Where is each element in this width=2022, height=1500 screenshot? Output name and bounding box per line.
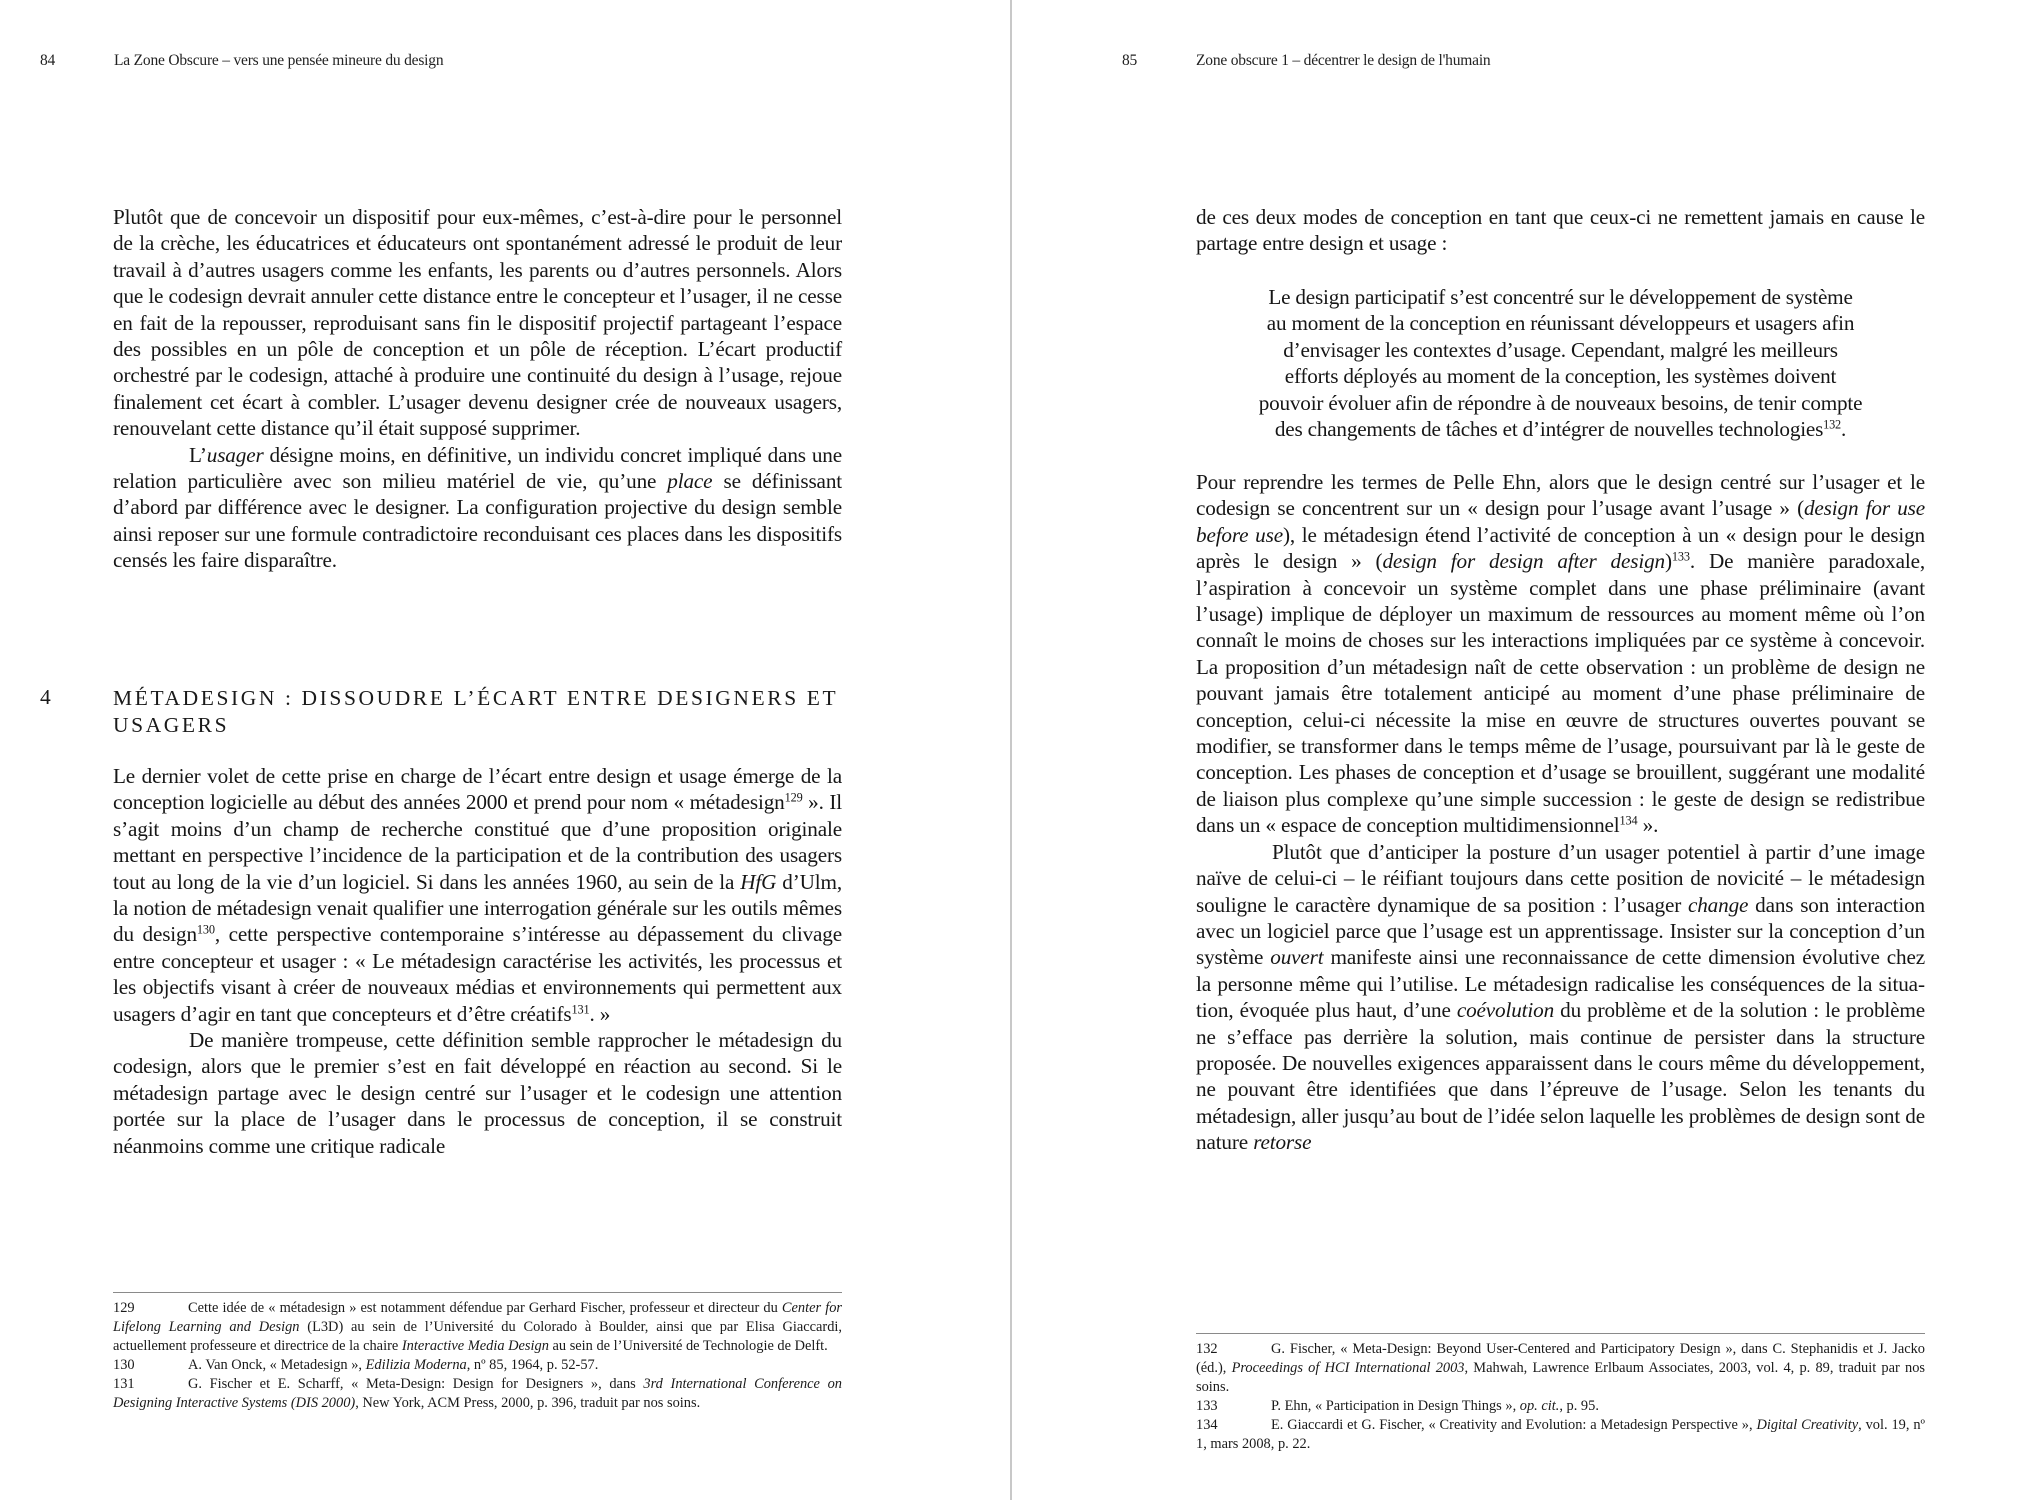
italic-text: usager	[206, 442, 264, 467]
italic-text: design for use before use	[1196, 496, 1925, 547]
quote-line: efforts déployés au moment de la conception, les systèmes doivent	[1284, 364, 1837, 389]
paragraph: Pour reprendre les termes de Pelle Ehn, alors que le design centré sur l’usager et le codesign se concentrent sur un « design pour l’usage avant l’usage » (design for use before use), le métadesign étend l’activité de conception à un « design pour le design après le design » (design for design after design)$^{133}$. De manière paradoxale, l’aspiration à concevoir un système complet dans une phase préliminaire (avant l’usage) implique de déployer un maximum de ressources au moment même où l’on connaît le moins de choses sur les interactions impliquées par ce système à concevoir. La proposition d’un métadesign naît de cette observation : un problème de design ne pouvant jamais être totalement anticipé au moment d’une phase préliminaire de conception, celui-ci nécessite la mise en œuvre de structures ouvertes pouvant se modifier, se transformer dans le temps même de l’usage, poursuivant par là le geste de conception. Les phases de conception et d’usage se brouillent, suggérant une modalité de liaison plus complexe qu’une simple succession : le geste de design se redistribue dans un « espace de conception multidimensionnel$^{134}$ ».	[1196, 470, 1925, 838]
italic-text: change	[1687, 892, 1749, 917]
footnotes-right	[1196, 1340, 1925, 1454]
section-heading: MÉTADESIGN : DISSOUDRE L’ÉCART ENTRE DESIGNERS ET USAGERS	[113, 686, 838, 737]
quote-line	[1196, 416, 1925, 442]
footnote-ref[interactable]: 130	[196, 922, 215, 937]
footnote-number: 130	[113, 1357, 135, 1373]
paragraph: Plutôt que de concevoir un dispositif pour eux-mêmes, c’est-à-dire pour le personnel de la crèche, les éducatrices et éducateurs ont spontanément adressé le produit de leur travail à d’autres usagers comme les enfants, les parents ou d’autres personnels. Alors que le codesign devrait annuler cette distance entre le concepteur et l’usager, il ne cesse en fait de la repousser, reproduisant sans fin le dispositif projectif partageant l’espace des possibles en un pôle de conception et un pôle de réception. L’écart productif orchestré par le codesign, attaché à produire une continuité du design à l’usage, rejoue finalement cet écart à combler. L’usager devenu designer crée de nouveaux usagers, renouvelant cette distance qu’il était supposé supprimer.	[113, 205, 842, 441]
body-text-top	[113, 204, 842, 574]
footnote-number: 132	[1196, 1341, 1218, 1357]
quote-line: au moment de la conception en réunissant développeurs et usagers afin	[1266, 311, 1855, 336]
paragraph: de ces deux modes de conception en tant que ceux-ci ne remettent jamais en cause le partage entre design et usage :	[1196, 205, 1925, 256]
footnote-ref[interactable]: 131	[571, 1002, 590, 1017]
quote-line: Le design participatif s’est concentré sur le développement de système	[1268, 285, 1853, 309]
footnote-rule	[1196, 1333, 1925, 1334]
footnote-rule	[113, 1292, 842, 1293]
running-title: Zone obscure 1 – décentrer le design de l'humain	[1196, 52, 1491, 69]
quote-text: des changements de tâches et d’intégrer de nouvelles technologies	[1274, 417, 1824, 442]
body-text-bottom	[1196, 469, 1925, 1156]
italic-text: design for design after design	[1382, 549, 1665, 574]
quote-line: pouvoir évoluer afin de répondre à de nouveaux besoins, de tenir compte	[1258, 390, 1863, 415]
italic-text: Interactive Media Design	[401, 1338, 549, 1354]
paragraph: Plutôt que d’anticiper la posture d’un usager potentiel à partir d’une image naïve de celui-ci – le réifiant toujours dans cette position de novicité – le métadesign souligne le caractère dynamique de sa position : l’usager change dans son interaction avec un logiciel parce que l’usage est un apprentissage. Insister sur la conception d’un système ouvert manifeste ainsi une reconnaissance de cette dimension évolutive chez la personne même qui l’utilise. Le métadesign radicalise les conséquences de la situation, évoquée plus haut, d’une coévolution du problème et de la solution : le problème ne s’efface pas derrière la solution, mais continue de persister dans la structure proposée. De nouvelles exigences apparaissent dans le cours même du développement, ne pouvant être identifiées que dans l’épreuve de l’usage. Selon les tenants du métadesign, aller jusqu’au bout de l’idée selon laquelle les problèmes de design sont de nature retorse	[1196, 839, 1926, 1155]
paragraph: Le dernier volet de cette prise en charge de l’écart entre design et usage émerge de la conception logicielle au début des années 2000 et prend pour nom « métadesign$^{129}$ ». Il s’agit moins d’un champ de recherche constitué que d’une proposition originale mettant en perspective l’incidence de la participation et de la contribution des usagers tout au long de la vie d’un logiciel. Si dans les années 1960, au sein de la HfG d’Ulm, la notion de métadesign venait qualifier une interrogation générale sur les outils mêmes du design$^{130}$, cette perspective contemporaine s’intéresse au dépassement du clivage entre concepteur et usager : « Le métadesign caractérise les activités, les processus et les objectifs visant à créer de nouveaux médias et environnements qui permettent aux usagers d’agir en tant que concepteurs et d’être créatifs$^{131}$. »	[113, 764, 842, 1026]
italic-text: retorse	[1253, 1130, 1312, 1155]
footnote: 130 A. Van Onck, « Metadesign », Edilizia Moderna, nº 85, 1964, p. 52-57.	[113, 1357, 599, 1373]
quote-text-end: .	[1840, 417, 1847, 442]
italic-text: place	[667, 469, 713, 494]
footnote-number: 129	[113, 1300, 135, 1316]
footnote-number: 133	[1196, 1398, 1218, 1414]
footnote: 131 G. Fischer et E. Scharff, « Meta-Design: Design for Designers », dans 3rd International Conference on Designing Interactive Systems (DIS 2000), New York, ACM Press, 2000, p. 396, traduit par nos soins.	[113, 1376, 842, 1411]
footnotes-left	[113, 1299, 842, 1413]
italic-text: HfG	[740, 869, 777, 894]
italic-text: coévolution	[1456, 998, 1555, 1023]
paragraph: De manière trompeuse, cette définition semble rapprocher le métadesign du codesign, alors que le premier s’est en fait développé en réaction au second. Si le métadesign partage avec le design centré sur l’usager et le codesign une attention portée sur la place de l’usager dans le processus de conception, il se construit néanmoins comme une critique radicale	[113, 1028, 842, 1158]
italic-text: Digital Creativity	[1756, 1417, 1859, 1433]
footnote: 133 P. Ehn, « Participation in Design Things », op. cit., p. 95.	[1196, 1398, 1599, 1414]
footnote-ref[interactable]: 134	[1619, 813, 1638, 828]
italic-text: op. cit.	[1519, 1398, 1560, 1414]
page-number: 84	[40, 52, 56, 69]
paragraph: L’usager désigne moins, en définitive, un individu concret impliqué dans une relation particulière avec son milieu matériel de vie, qu’une place se définissant d’abord par différence avec le designer. La configuration projective du design semble ainsi reposer sur une formule contradictoire reconduisant ces places dans les dispositifs censés les faire disparaître.	[113, 442, 842, 573]
section-number: 4	[40, 685, 52, 709]
footnote-number: 134	[1196, 1417, 1218, 1433]
footnote-ref[interactable]: 132	[1823, 417, 1841, 432]
running-title: La Zone Obscure – vers une pensée mineure du design	[114, 52, 444, 69]
page-number: 85	[1122, 52, 1138, 69]
quote-line: d’envisager les contextes d’usage. Cependant, malgré les meilleurs	[1283, 337, 1838, 362]
footnote-ref[interactable]: 133	[1671, 549, 1690, 564]
footnote-number: 131	[113, 1376, 135, 1392]
italic-text: 3rd International Conference on Designing Interactive Systems (DIS 2000)	[113, 1376, 842, 1411]
left-page	[0, 0, 1010, 1500]
block-quote	[1196, 284, 1925, 442]
italic-text: Center for Lifelong Learning and Design	[113, 1300, 842, 1335]
italic-text: Proceedings of HCI International 2003	[1231, 1360, 1465, 1376]
italic-text: ouvert	[1270, 945, 1324, 970]
footnote-ref[interactable]: 129	[784, 790, 803, 805]
body-text-bottom	[113, 763, 842, 1159]
footnote: 132 G. Fischer, « Meta-Design: Beyond User-Centered and Participatory Design », dans C. Stephanidis et J. Jacko (éd.), Proceedings of HCI International 2003, Mahwah, Lawrence Erlbaum Associates, 2003, vol. 4, p. 89, traduit par nos soins.	[1196, 1341, 1925, 1395]
body-text-top	[1196, 204, 1925, 257]
footnote: 129 Cette idée de « métadesign » est notamment défendue par Gerhard Fischer, professeur et directeur du Center for Lifelong Learning and Design (L3D) au sein de l’Université du Colorado à Boulder, ainsi que par Elisa Giaccardi, actuellement professeure et directrice de la chaire Interactive Media Design au sein de l’Université de Technologie de Delft.	[113, 1300, 842, 1354]
italic-text: Edilizia Moderna	[365, 1357, 467, 1373]
footnote: 134 E. Giaccardi et G. Fischer, « Creativity and Evolution: a Metadesign Perspective », Digital Creativity, vol. 19, nº 1, mars 2008, p. 22.	[1196, 1417, 1925, 1452]
right-page	[1011, 0, 2022, 1500]
